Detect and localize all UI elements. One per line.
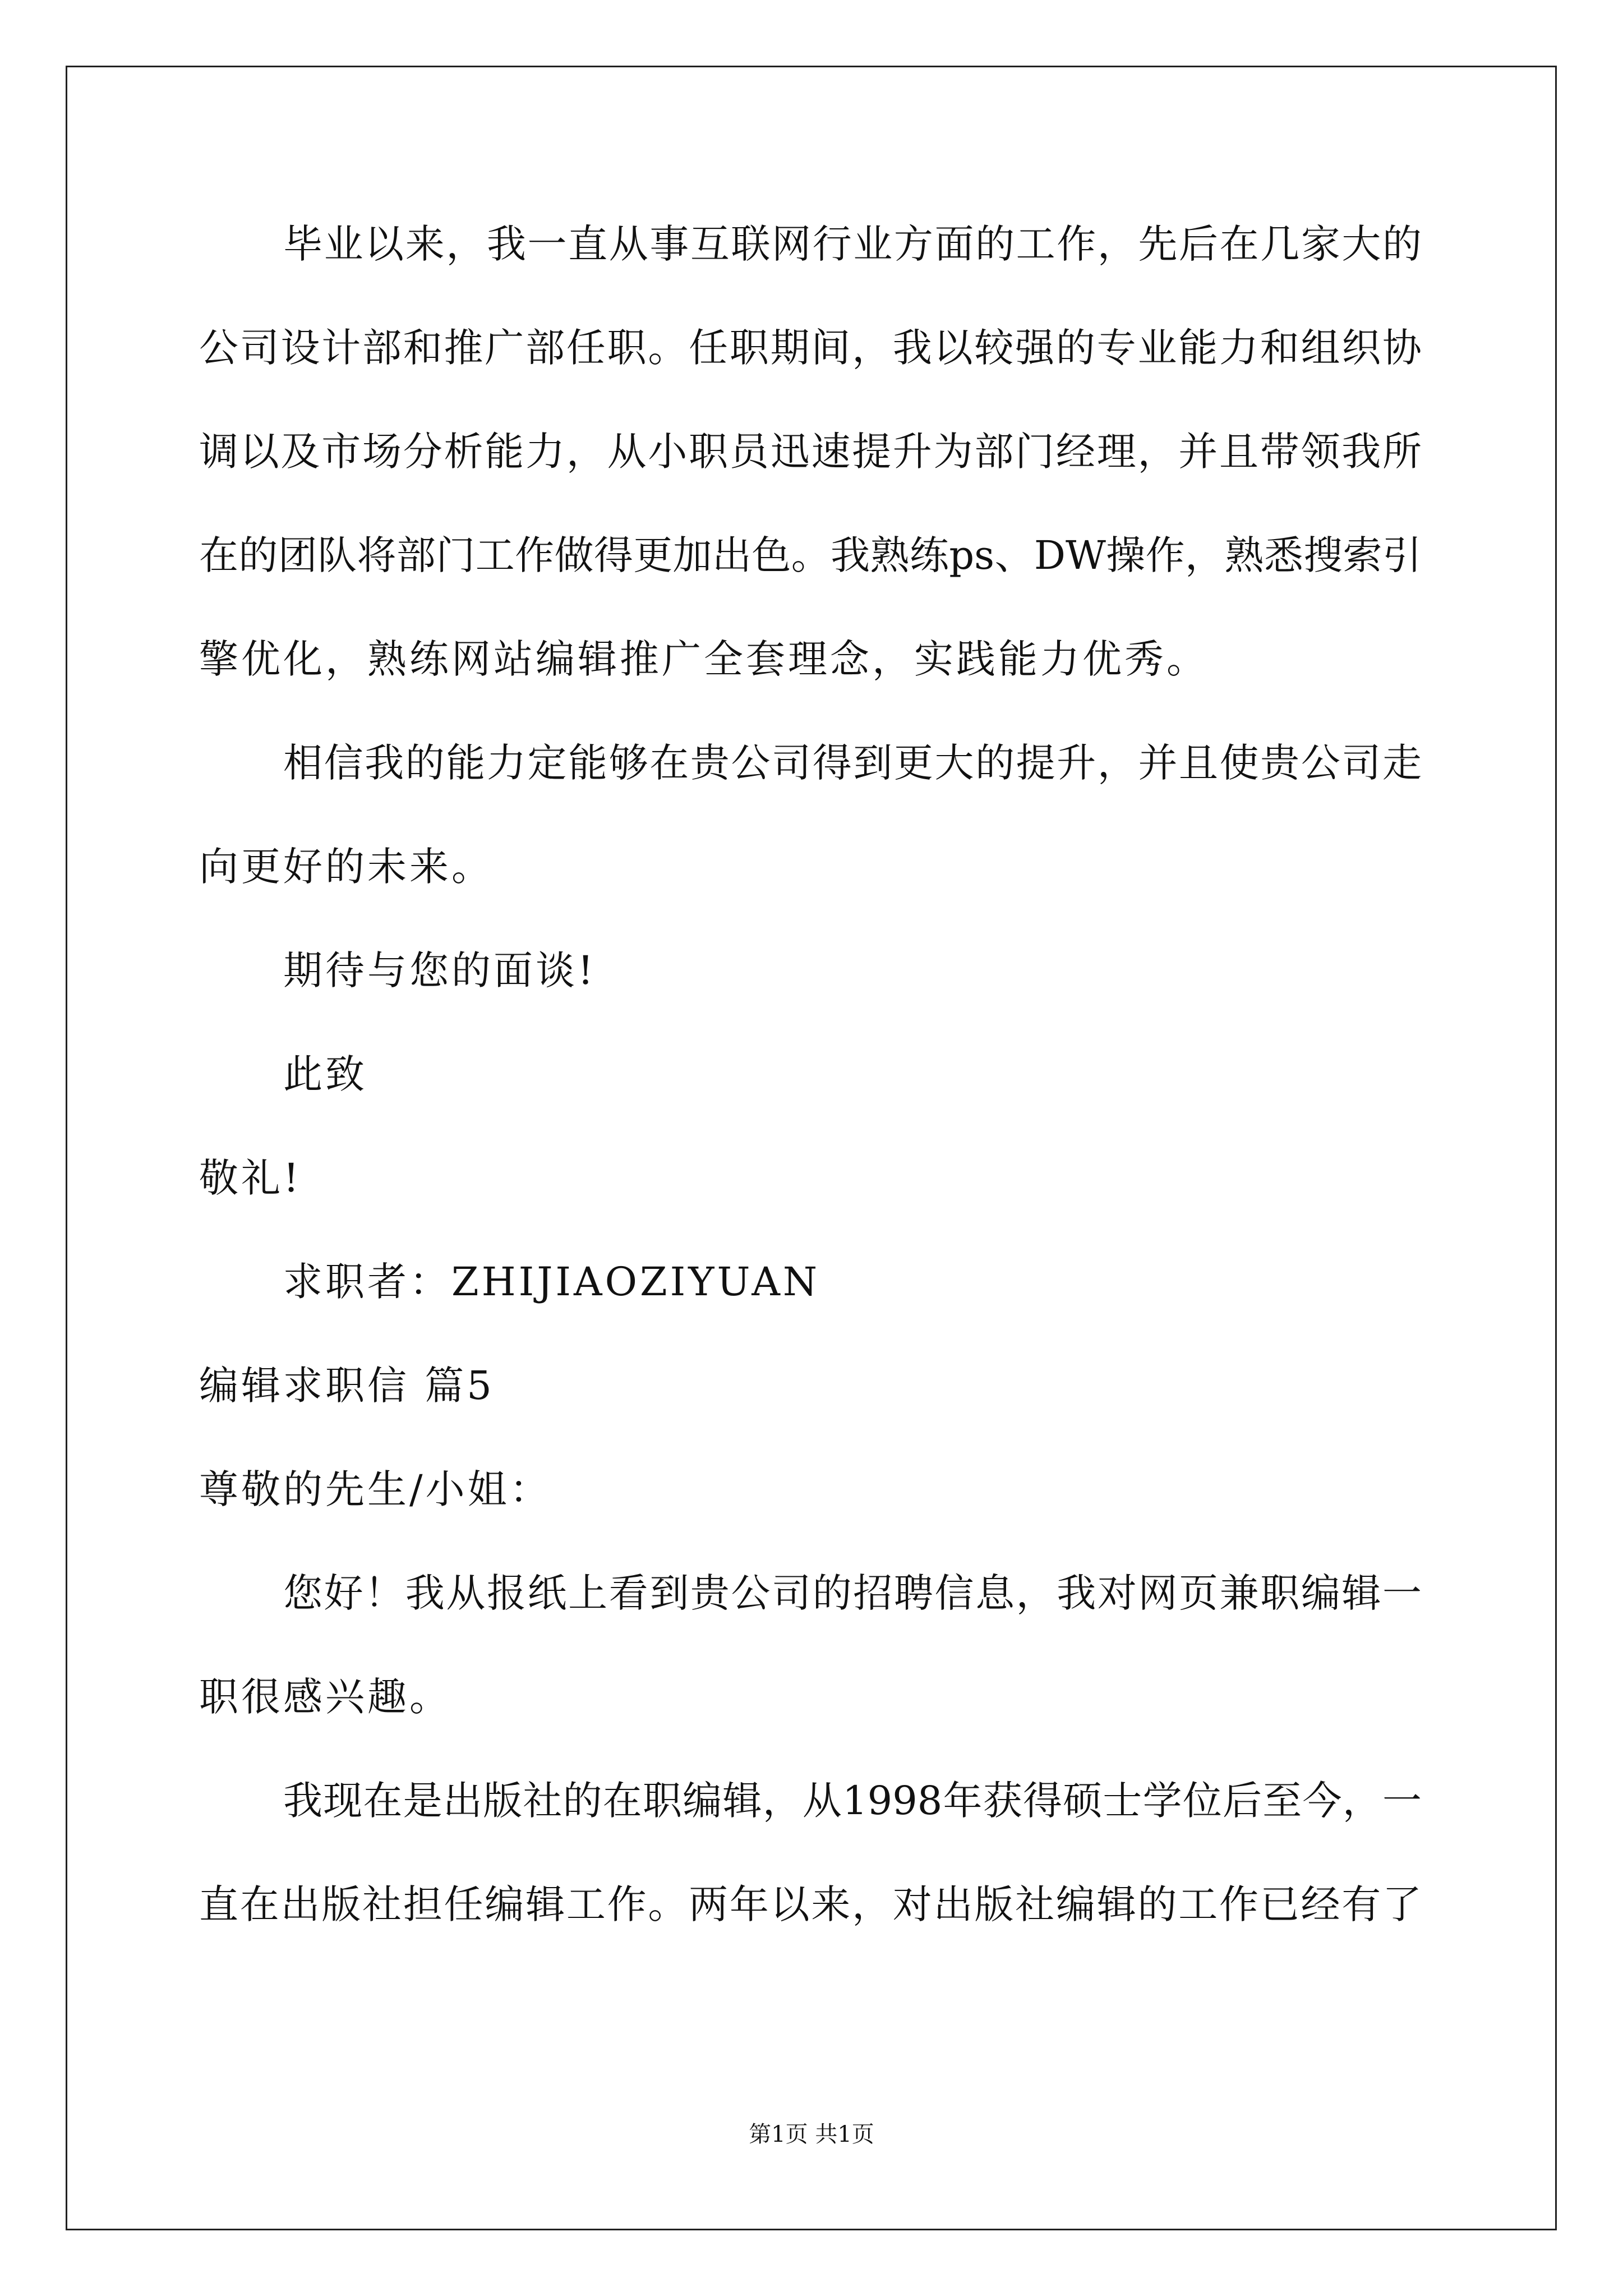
paragraph-line: 您好！我从报纸上看到贵公司的招聘信息，我对网页兼职编辑一 bbox=[283, 1570, 1422, 1616]
paragraph-line: 毕业以来，我一直从事互联网行业方面的工作，先后在几家大的 bbox=[283, 221, 1422, 267]
page-footer: 第1页 共1页 bbox=[749, 2122, 874, 2147]
section-heading: 编辑求职信 篇5 bbox=[199, 1363, 495, 1409]
paragraph-line: 在的团队将部门工作做得更加出色。我熟练ps、DW操作，熟悉搜索引 bbox=[199, 532, 1422, 578]
closing-line: 期待与您的面谈! bbox=[283, 947, 597, 993]
paragraph-line: 相信我的能力定能够在贵公司得到更大的提升，并且使贵公司走 bbox=[283, 740, 1422, 786]
salutation-line: 敬礼! bbox=[199, 1155, 302, 1201]
paragraph-line: 擎优化，熟练网站编辑推广全套理念，实践能力优秀。 bbox=[199, 636, 1209, 682]
greeting-line: 尊敬的先生/小姐： bbox=[199, 1466, 552, 1512]
salutation-line: 此致 bbox=[283, 1051, 367, 1097]
paragraph-line: 公司设计部和推广部任职。任职期间，我以较强的专业能力和组织协 bbox=[199, 325, 1422, 371]
paragraph-line: 向更好的未来。 bbox=[199, 844, 494, 890]
paragraph-line: 调以及市场分析能力，从小职员迅速提升为部门经理，并且带领我所 bbox=[199, 429, 1422, 475]
paragraph-line: 职很感兴趣。 bbox=[199, 1674, 451, 1720]
paragraph-line: 我现在是出版社的在职编辑，从1998年获得硕士学位后至今，一 bbox=[283, 1778, 1422, 1824]
paragraph-line: 直在出版社担任编辑工作。两年以来，对出版社编辑的工作已经有了 bbox=[199, 1881, 1422, 1927]
signature-line: 求职者：ZHIJIAOZIYUAN bbox=[283, 1259, 820, 1305]
